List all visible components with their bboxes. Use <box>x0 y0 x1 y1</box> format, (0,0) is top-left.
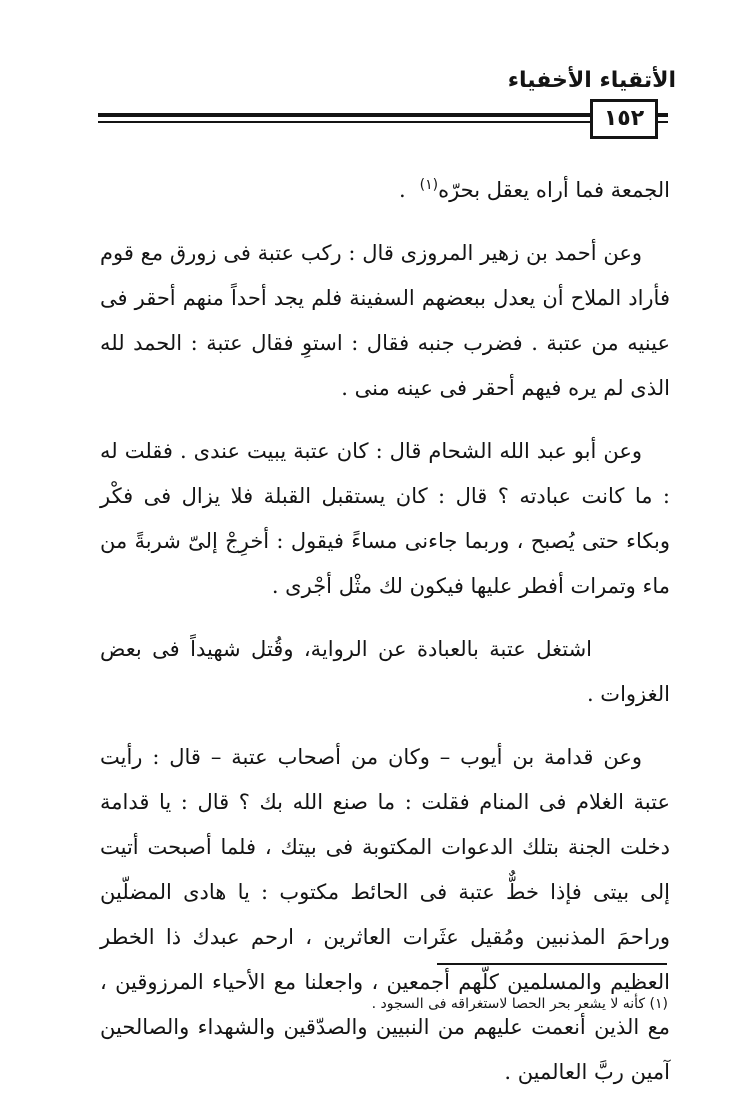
footnote: (١) كأنه لا يشعر بحر الحصا لاستغراقه فى السجود . <box>371 996 668 1012</box>
page-number: ١٥٢ <box>590 99 658 139</box>
paragraph: وعن قدامة بن أيوب – وكان من أصحاب عتبة – قال : رأيت عتبة الغلام فى المنام فقلت : ما صنع الله بك ؟ قال : يا قدامة دخلت الجنة بتلك الدعوات المكتوبة فى بيتك ، فلما أصبحت أتيت إلى بيتى فإذا خطٌّ عتبة فى الحائط مكتوب : يا هادى المضلّين وراحمَ المذنبين ومُقيل عثَرات العاثرين ، ارحم عبدك ذا الخطر العظيم والمسلمين كلّهم أجمعين ، واجعلنا مع الأحياء المرزوقين ، مع الذين أنعمت عليهم من النبيين والصدّقين والشهداء والصالحين آمين ربَّ العالمين . <box>100 745 670 1084</box>
paragraph: وعن أبو عبد الله الشحام قال : كان عتبة يبيت عندى . فقلت له : ما كانت عبادته ؟ قال : كان يستقبل القبلة فلا يزال فى فكْر وبكاء حتى يُصبح ، وربما جاءنى مساءً فيقول : أخرِجْ إلىّ شربةً من ماء وتمرات أفطر عليها فيكون لك مثْل أجْرى . <box>100 439 670 598</box>
footnote-rule <box>437 963 667 965</box>
paragraph <box>100 168 670 213</box>
paragraph-end: . <box>398 178 406 202</box>
paragraph: وعن أحمد بن زهير المروزى قال : ركب عتبة فى زورق مع قوم فأراد الملاح أن يعدل ببعضهم السفينة فلم يجد أحداً منهم أحقر فى عينيه من عتبة . فضرب جنبه فقال : استوِ فقال عتبة : الحمد لله الذى لم يره فيهم أحقر فى عينه منى . <box>100 241 670 400</box>
body-text <box>100 168 670 1095</box>
header-rule-thin <box>98 121 668 123</box>
footnote-marker: (١) <box>419 177 439 193</box>
header-rule-thick <box>98 113 668 117</box>
running-title: الأتقياء الأخفياء <box>507 68 676 93</box>
paragraph-text: الجمعة فما أراه يعقل بحرّه <box>438 178 670 202</box>
paragraph: اشتغل عتبة بالعبادة عن الرواية، وقُتل شهيداً فى بعض الغزوات . <box>100 637 670 706</box>
